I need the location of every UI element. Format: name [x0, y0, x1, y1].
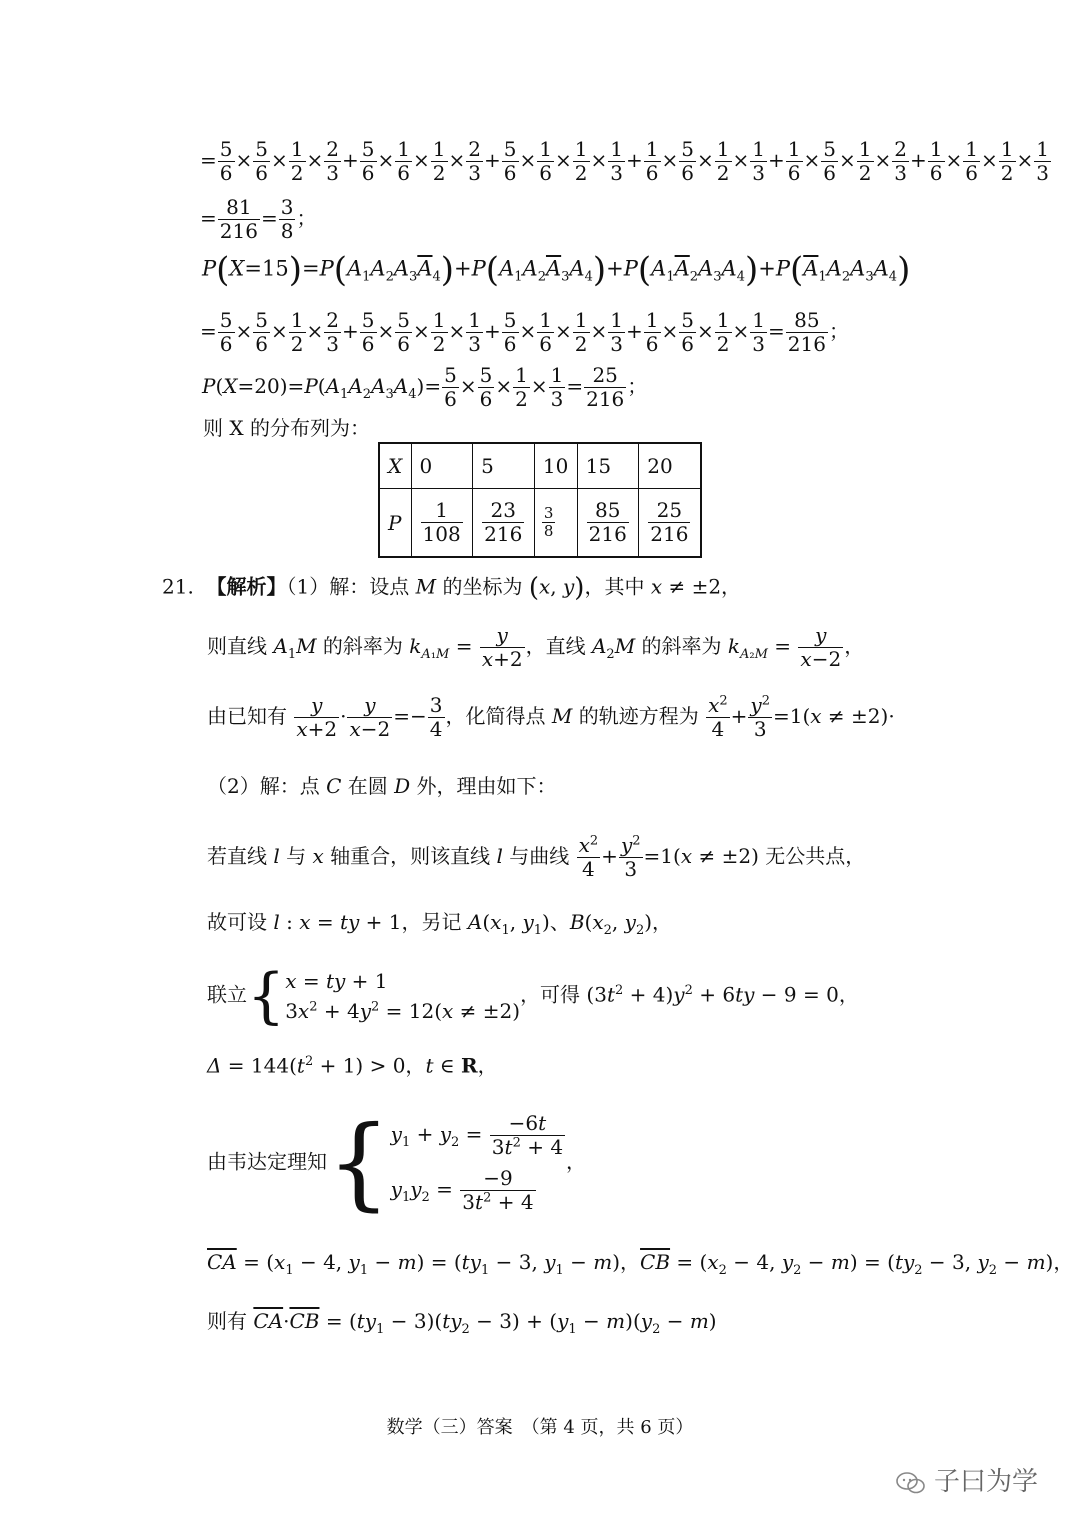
- system-line: 联立{ x = ty + 1 $3x^2 + 4y^2 = 12(x \ne \pm 2)$ ，可得 $(3t^2 + 4)y^2 + 6ty - 9 = 0$，: [207, 961, 859, 1031]
- vieta-line: 由韦达定理知{ $y_1 + y_2$ = $\frac{-6t}{3t^2 + 4}$ $y_1y_2$ = $\frac{-9}{3t^2 + 4}$ ，: [207, 1104, 587, 1221]
- equation-line-1: = $\frac{5}{6}$ × $\frac{5}{6}$ × $\frac{1}{2}$ × $\frac{2}{3}$ + $\frac{5}{6}$ × $\frac{1}{6}$ × $\frac{1}{2}$ × $\frac{2}{3}$ + $\frac{5}{6}$ × $\frac{1}{6}$ × $\frac{1}{2}$ × $\frac{1}{3}$ + $\frac{1}{6}$ × $\frac{5}{6}$ × $\frac{1}{2}$ × $\frac{1}{3}$ + $\frac{1}{6}$ × $\frac{5}{6}$ × $\frac{1}{2}$ × $\frac{2}{3}$ + $\frac{1}{6}$ × $\frac{1}{6}$ × $\frac{1}{2}$ × $\frac{1}{3}$: [200, 137, 1049, 185]
- known-line: 由已知有 $\frac{y}{x+2}$ · $\frac{y}{x-2}$ =− $\frac{3}{4}$ ，化简得点 M 的轨迹方程为 $\frac{x^2}{4}$ + $\frac{y^2}{3}$ =1(x ≠ ±2)·: [207, 693, 895, 741]
- vectors-line: $\overline{CA} = (x_1 - 4$, $y_1 - m) = (ty_1 - 3$, $y_1 - m$)，$\overline{CB} = (x_2 - 4$, $y_2 - m) = (ty_2 - 3$, $y_2 - m$)，: [207, 1250, 1074, 1278]
- page-footer: 数学（三）答案 （第 4 页，共 6 页）: [386, 1417, 694, 1438]
- table-cell: $\frac{25}{216}$: [639, 489, 701, 558]
- distribution-intro: 则 X 的分布列为：: [203, 416, 370, 440]
- table-header-cell: 5: [473, 443, 535, 489]
- table-row-label: P: [379, 489, 411, 558]
- distribution-table: [378, 442, 702, 558]
- analysis-tag: 【解析】: [206, 574, 287, 599]
- table-header-cell: 15: [577, 443, 639, 489]
- table-cell: $\frac{3}{8}$: [534, 489, 577, 558]
- watermark-text: 子曰为学: [934, 1467, 1039, 1497]
- equation-line-5: $P(X=20)=P(A_1A_2A_3A_4)=$ $\frac{5}{6}$ × $\frac{5}{6}$ × $\frac{1}{2}$ × $\frac{1}{3}$ = $\frac{25}{216}$ ；: [202, 363, 648, 411]
- wechat-icon: [896, 1472, 926, 1494]
- table-cell: $\frac{85}{216}$: [577, 489, 639, 558]
- table-cell: $\frac{23}{216}$: [473, 489, 535, 558]
- watermark: [896, 1461, 1038, 1498]
- let-line: 故可设 l : x = ty + 1，另记 $A(x_1$, $y_1$)、$B(x_2$, $y_2$)，: [207, 910, 673, 938]
- delta-line: $\Delta = 144(t^2 + 1) > 0$，t ∈ R，: [207, 1053, 498, 1078]
- slopes-line: 则直线 $A_1M$ 的斜率为 $k_{A_1M}$ = $\frac{y}{x+2}$ ，直线 $A_2M$ 的斜率为 $k_{A_2M}$ = $\frac{y}{x-2}$ ，: [207, 623, 865, 671]
- table-header-cell: 10: [534, 443, 577, 489]
- equation-line-4: = $\frac{5}{6}$ × $\frac{5}{6}$ × $\frac{1}{2}$ × $\frac{2}{3}$ + $\frac{5}{6}$ × $\frac{5}{6}$ × $\frac{1}{2}$ × $\frac{1}{3}$ + $\frac{5}{6}$ × $\frac{1}{6}$ × $\frac{1}{2}$ × $\frac{1}{3}$ + $\frac{1}{6}$ × $\frac{5}{6}$ × $\frac{1}{2}$ × $\frac{1}{3}$ = $\frac{85}{216}$ ；: [200, 308, 849, 356]
- equation-line-3: $P(X=15)=P(A_1A_2A_3\overline{A}_4)+P(A_1A_2\overline{A}_3A_4)+P(A_1\overline{A}_2A_3A_4)+P(\overline{A}_1A_2A_3A_4)$: [202, 250, 911, 290]
- table-header-cell: X: [379, 443, 411, 489]
- table-cell: $\frac{1}{108}$: [411, 489, 473, 558]
- question-number: 21.: [162, 574, 194, 599]
- table-header-cell: 20: [639, 443, 701, 489]
- coincide-line: 若直线 l 与 x 轴重合，则该直线 l 与曲线 $\frac{x^2}{4}$ + $\frac{y^2}{3}$ =1(x ≠ ±2) 无公共点，: [207, 833, 866, 881]
- part2-intro: （2）解：点 C 在圆 D 外，理由如下：: [207, 774, 557, 798]
- table-header-cell: 0: [411, 443, 473, 489]
- q21-intro: 21. 【解析】（1）解：设点 M 的坐标为 (x, y)，其中 x ≠ ±2，: [162, 573, 742, 603]
- dot-line: 则有 $\overline{CA}\cdot\overline{CB} = (ty_1 - 3)(ty_2 - 3) + (y_1 - m)(y_2 - m)$: [207, 1309, 717, 1337]
- equation-line-2: = $\frac{81}{216}$ = $\frac{3}{8}$ ；: [200, 195, 317, 243]
